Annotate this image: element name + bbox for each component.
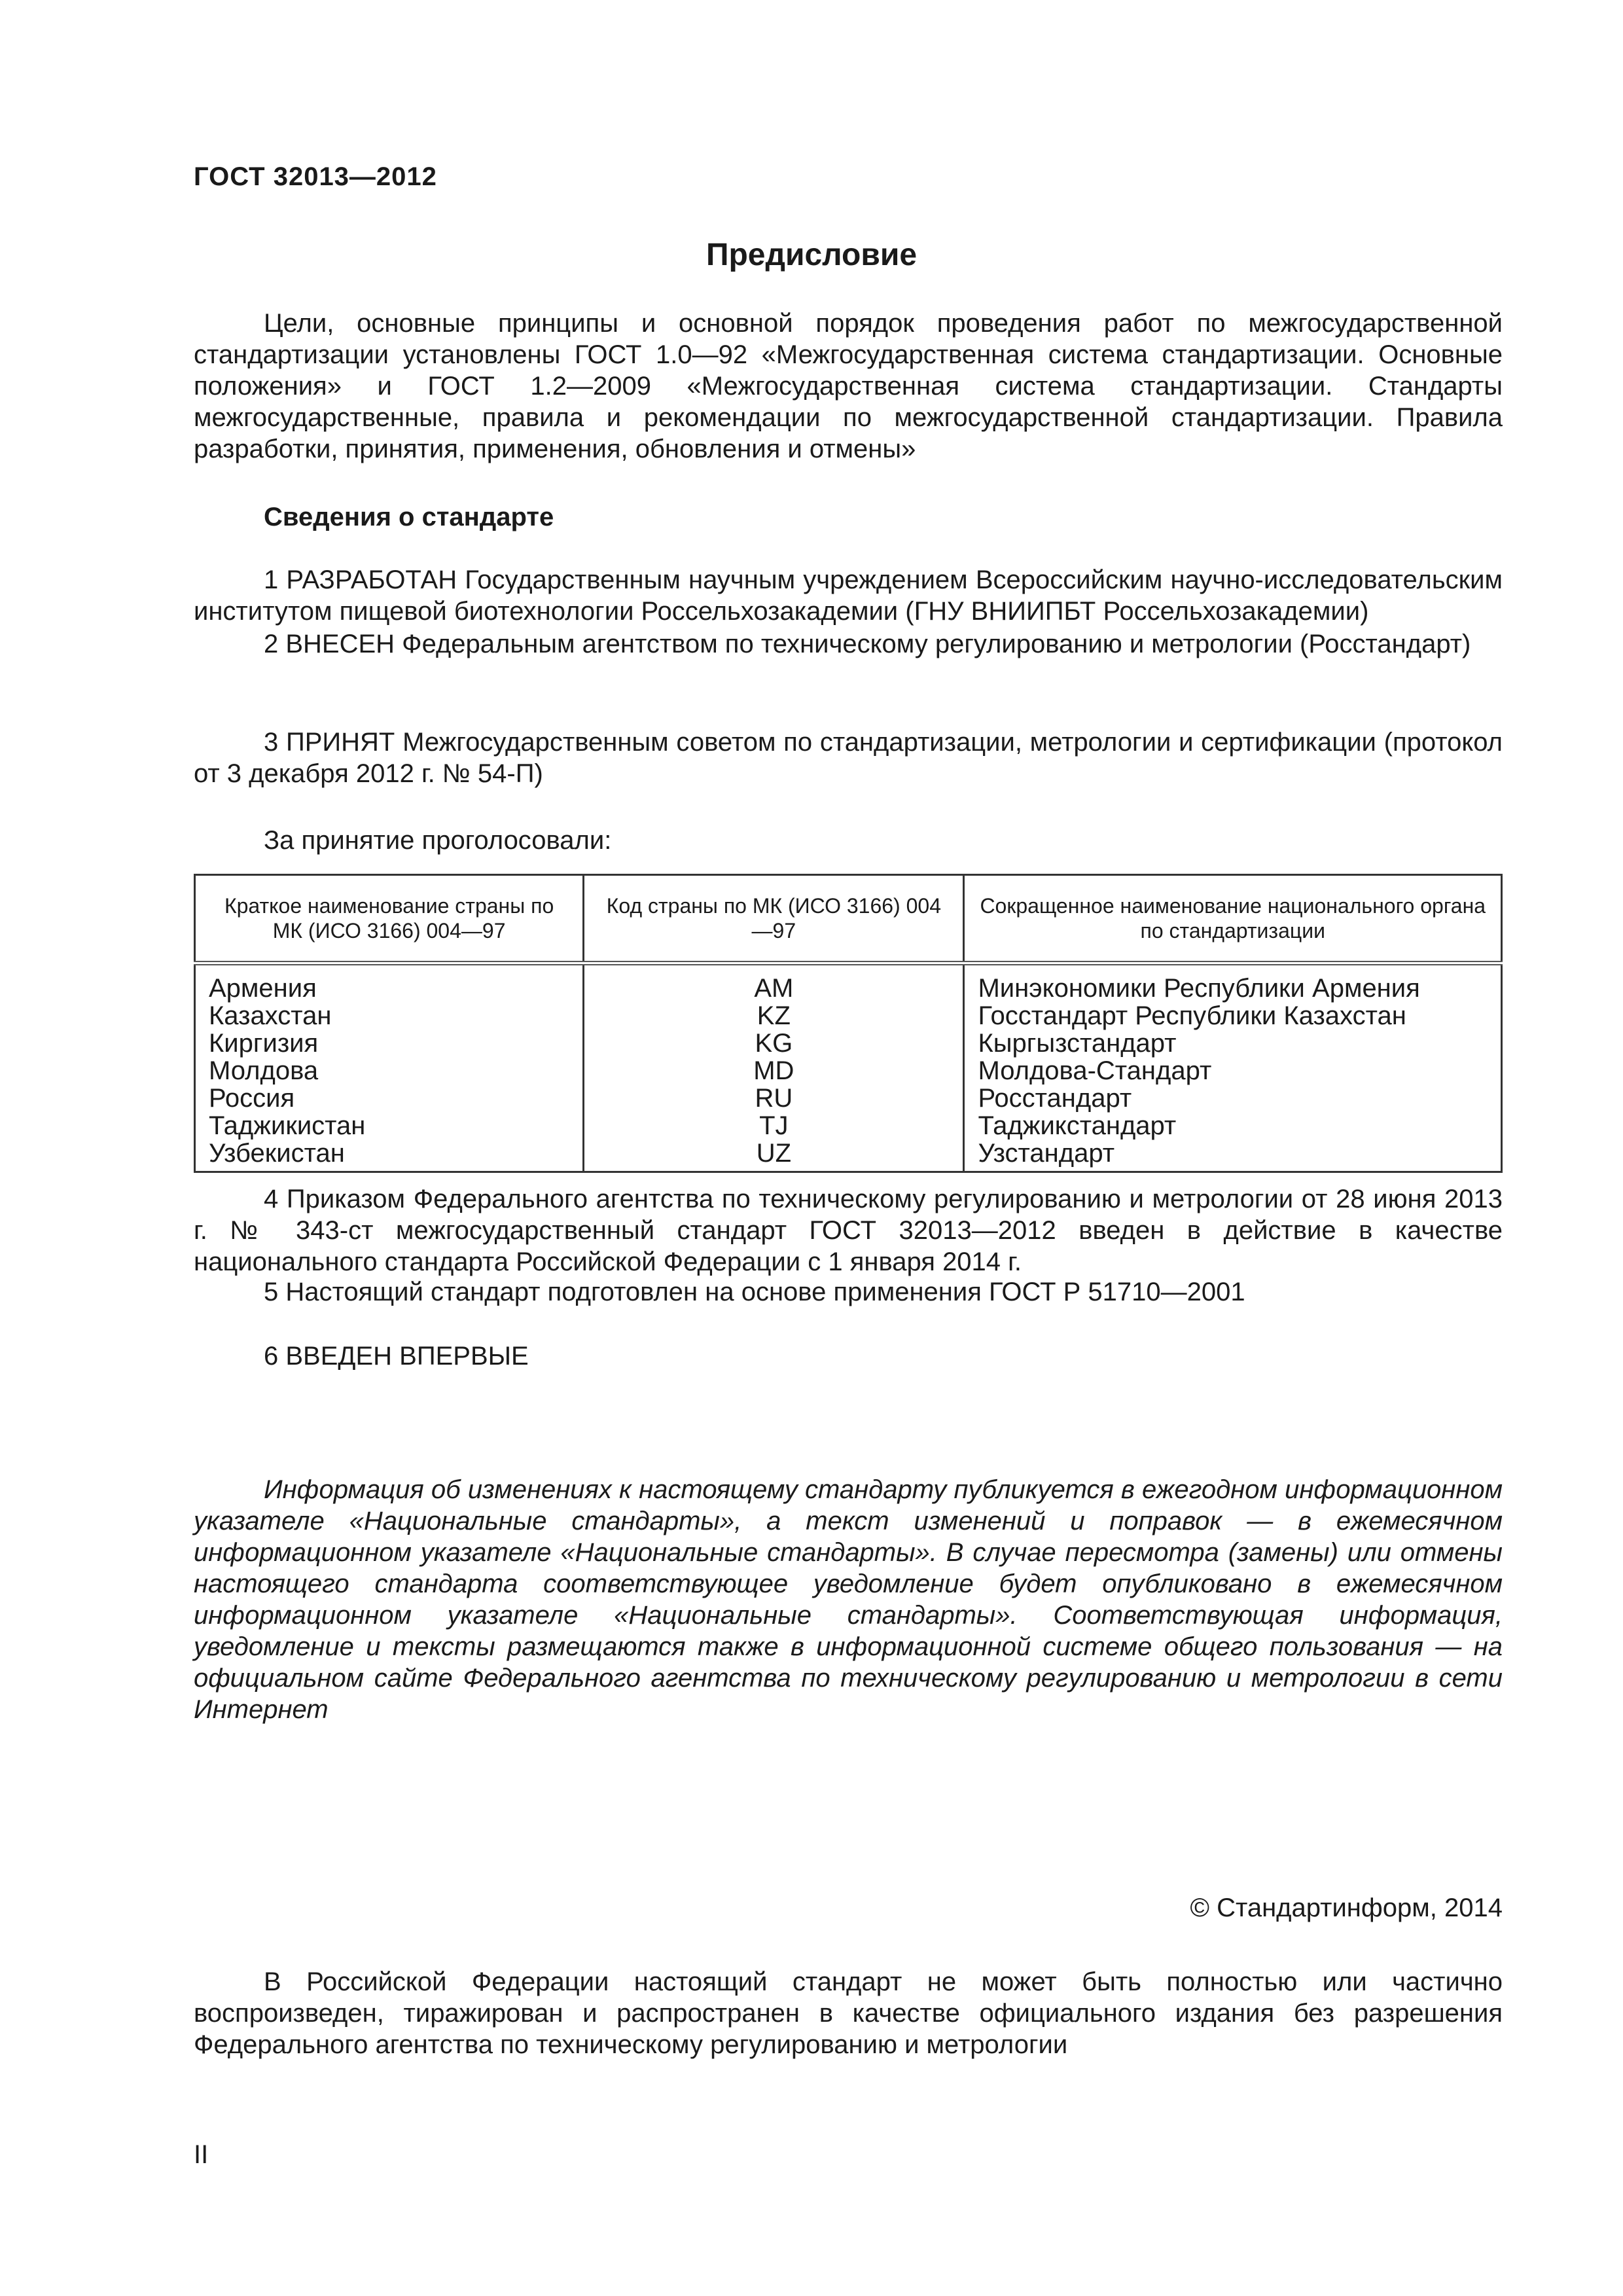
cell-body: Минэкономики Республики Армения (964, 963, 1502, 1003)
item-2-paragraph: 2 ВНЕСЕН Федеральным агентством по техническому регулированию и метрологии (Росстандарт) (264, 630, 1471, 658)
cell-body: Таджикстандарт (964, 1112, 1502, 1139)
table-row (195, 963, 1502, 1003)
rights-paragraph: В Российской Федерации настоящий стандарт не может быть полностью или частично воспроизведен, тиражирован и распространен в качестве официального издания без разрешения Федерального агентства по техническому регулированию и метрологии (194, 1967, 1503, 2059)
table-header-row (195, 875, 1502, 963)
cell-body: Кыргызстандарт (964, 1030, 1502, 1057)
cell-body: Узстандарт (964, 1139, 1502, 1172)
cell-code: KZ (584, 1002, 964, 1030)
amendments-info-paragraph: Информация об изменениях к настоящему стандарту публикуется в ежегодном информационном указателе «Национальные стандарты», а текст изменений и поправок — в ежемесячном информационном указателе «Национальные стандарты». В случае пересмотра (замены) или отмены настоящего стандарта соответствующее уведомление будет опубликовано в ежемесячном информационном указателе «Национальные стандарты». Соответствующая информация, уведомление и тексты размещаются также в информационной системе общего пользования — на официальном сайте Федерального агентства по техническому регулированию и метрологии в сети Интернет (194, 1475, 1503, 1724)
table-row (195, 1030, 1502, 1057)
table-row (195, 1112, 1502, 1139)
cell-country: Казахстан (195, 1002, 584, 1030)
table-row (195, 1085, 1502, 1112)
cell-code: RU (584, 1085, 964, 1112)
item-4-paragraph: 4 Приказом Федерального агентства по техническому регулированию и метрологии от 28 июня 2013 г. № 343-ст межгосударственный стандарт ГОСТ 32013—2012 введен в действие в качестве национального стандарта Российской Федерации с 1 января 2014 г. (194, 1185, 1503, 1276)
cell-code: TJ (584, 1112, 964, 1139)
copyright-notice: © Стандартинформ, 2014 (1190, 1893, 1503, 1922)
column-header-code: Код страны по МК (ИСО 3166) 004—97 (584, 875, 964, 963)
cell-country: Армения (195, 963, 584, 1003)
column-header-country: Краткое наименование страны по МК (ИСО 3166) 004—97 (195, 875, 584, 963)
cell-country: Киргизия (195, 1030, 584, 1057)
cell-country: Россия (195, 1085, 584, 1112)
intro-paragraph: Цели, основные принципы и основной порядок проведения работ по межгосударственной стандартизации установлены ГОСТ 1.0—92 «Межгосударственная система стандартизации. Основные положения» и ГОСТ 1.2—2009 «Межгосударственная система стандартизации. Стандарты межгосударственные, правила и рекомендации по межгосударственной стандартизации. Правила разработки, принятия, применения, обновления и отмены» (194, 309, 1503, 463)
table-row (195, 1057, 1502, 1085)
cell-body: Госстандарт Республики Казахстан (964, 1002, 1502, 1030)
item-5-line: 5 Настоящий стандарт подготовлен на основе применения ГОСТ Р 51710—2001 (264, 1278, 1245, 1306)
vote-label: За принятие проголосовали: (264, 826, 612, 855)
table-row (195, 1002, 1502, 1030)
cell-country: Таджикистан (195, 1112, 584, 1139)
page-number: II (194, 2140, 209, 2169)
cell-body: Молдова-Стандарт (964, 1057, 1502, 1085)
item-1-paragraph: 1 РАЗРАБОТАН Государственным научным учреждением Всероссийским научно-исследовательским институтом пищевой биотехнологии Россельхозакадемии (ГНУ ВНИИПБТ Россельхозакадемии) (194, 565, 1503, 626)
cell-country: Молдова (195, 1057, 584, 1085)
cell-code: UZ (584, 1139, 964, 1172)
document-header: ГОСТ 32013—2012 (194, 162, 437, 191)
cell-code: KG (584, 1030, 964, 1057)
cell-body: Росстандарт (964, 1085, 1502, 1112)
cell-code: MD (584, 1057, 964, 1085)
column-header-body: Сокращенное наименование национального органа по стандартизации (964, 875, 1502, 963)
section-subheading: Сведения о стандарте (264, 503, 554, 531)
table-row (195, 1139, 1502, 1172)
item-6-line: 6 ВВЕДЕН ВПЕРВЫЕ (264, 1342, 529, 1371)
cell-country: Узбекистан (195, 1139, 584, 1172)
item-3-paragraph: 3 ПРИНЯТ Межгосударственным советом по стандартизации, метрологии и сертификации (протокол от 3 декабря 2012 г. № 54-П) (194, 728, 1503, 788)
page-title: Предисловие (705, 238, 918, 272)
cell-code: AM (584, 963, 964, 1003)
voting-table (194, 874, 1503, 1173)
